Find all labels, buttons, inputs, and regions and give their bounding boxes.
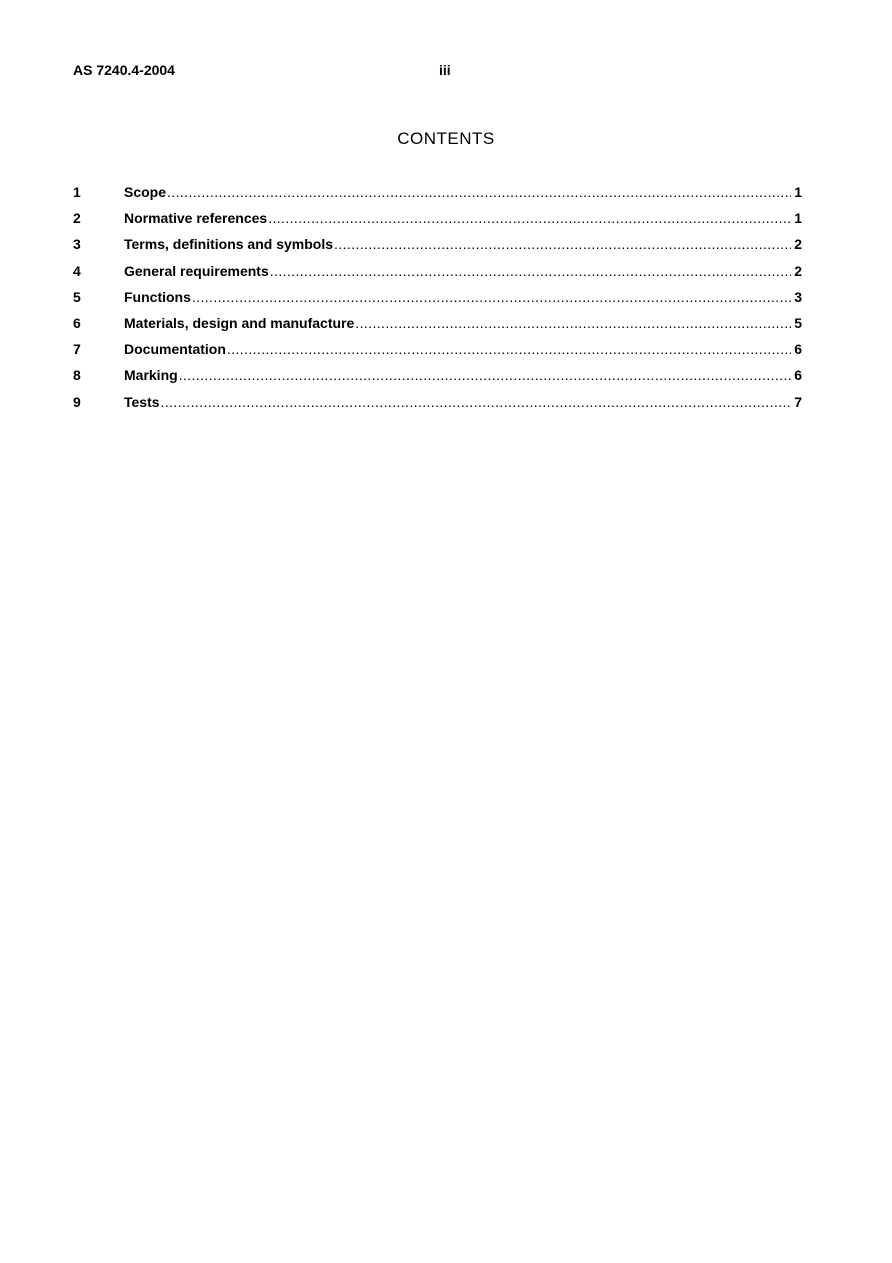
toc-entry-title[interactable]: Normative references	[124, 210, 268, 227]
toc-entry-page[interactable]: 1	[794, 210, 802, 227]
toc-entry-number: 2	[73, 210, 81, 227]
toc-entry-title[interactable]: Terms, definitions and symbols	[124, 236, 334, 253]
toc-entry-number: 6	[73, 314, 81, 331]
document-id: AS 7240.4-2004	[73, 62, 175, 78]
toc-entry-page[interactable]: 2	[794, 262, 802, 279]
toc-entry-tests[interactable]	[73, 394, 802, 420]
toc-entry-documentation[interactable]	[73, 341, 802, 367]
toc-leader-dots	[268, 210, 791, 226]
toc-entry-page[interactable]: 2	[794, 236, 802, 253]
toc-entry-number: 4	[73, 262, 81, 279]
toc-leader-dots	[161, 394, 792, 410]
toc-leader-dots	[192, 289, 791, 305]
toc-entry-materials-design[interactable]	[73, 315, 802, 341]
toc-entry-page[interactable]: 7	[794, 393, 802, 410]
toc-entry-number: 7	[73, 341, 81, 358]
toc-entry-page[interactable]: 5	[794, 314, 802, 331]
toc-entry-page[interactable]: 1	[794, 184, 802, 200]
toc-leader-dots	[227, 341, 791, 357]
toc-entry-title[interactable]: Marking	[124, 367, 178, 384]
toc-entry-number: 3	[73, 236, 81, 253]
toc-leader-dots	[270, 263, 791, 279]
toc-entry-terms-definitions[interactable]	[73, 236, 802, 262]
toc-entry-title[interactable]: Materials, design and manufacture	[124, 314, 355, 331]
toc-entry-number: 5	[73, 288, 81, 305]
toc-entry-number: 8	[73, 367, 81, 384]
toc-entry-number: 9	[73, 393, 81, 410]
toc-entry-normative-references[interactable]	[73, 210, 802, 236]
toc-entry-marking[interactable]	[73, 367, 802, 393]
toc-entry-page[interactable]: 6	[794, 341, 802, 358]
toc-leader-dots	[334, 236, 791, 252]
toc-entry-title[interactable]: General requirements	[124, 262, 269, 279]
toc-entry-title[interactable]: Scope	[124, 184, 167, 200]
toc-entry-title[interactable]: Tests	[124, 393, 160, 410]
toc-entry-number: 1	[73, 184, 81, 200]
toc-entry-scope[interactable]	[73, 184, 802, 210]
toc-entry-functions[interactable]	[73, 289, 802, 315]
page-number: iii	[439, 62, 451, 78]
toc-entry-general-requirements[interactable]	[73, 263, 802, 289]
toc-leader-dots	[167, 184, 791, 200]
toc-entry-title[interactable]: Functions	[124, 288, 191, 305]
contents-title: CONTENTS	[397, 129, 495, 148]
page-header	[73, 62, 802, 80]
toc-entry-title[interactable]: Documentation	[124, 341, 226, 358]
toc-leader-dots	[355, 315, 791, 331]
table-of-contents	[73, 184, 802, 420]
toc-entry-page[interactable]: 3	[794, 288, 802, 305]
toc-entry-page[interactable]: 6	[794, 367, 802, 384]
toc-leader-dots	[179, 367, 792, 383]
